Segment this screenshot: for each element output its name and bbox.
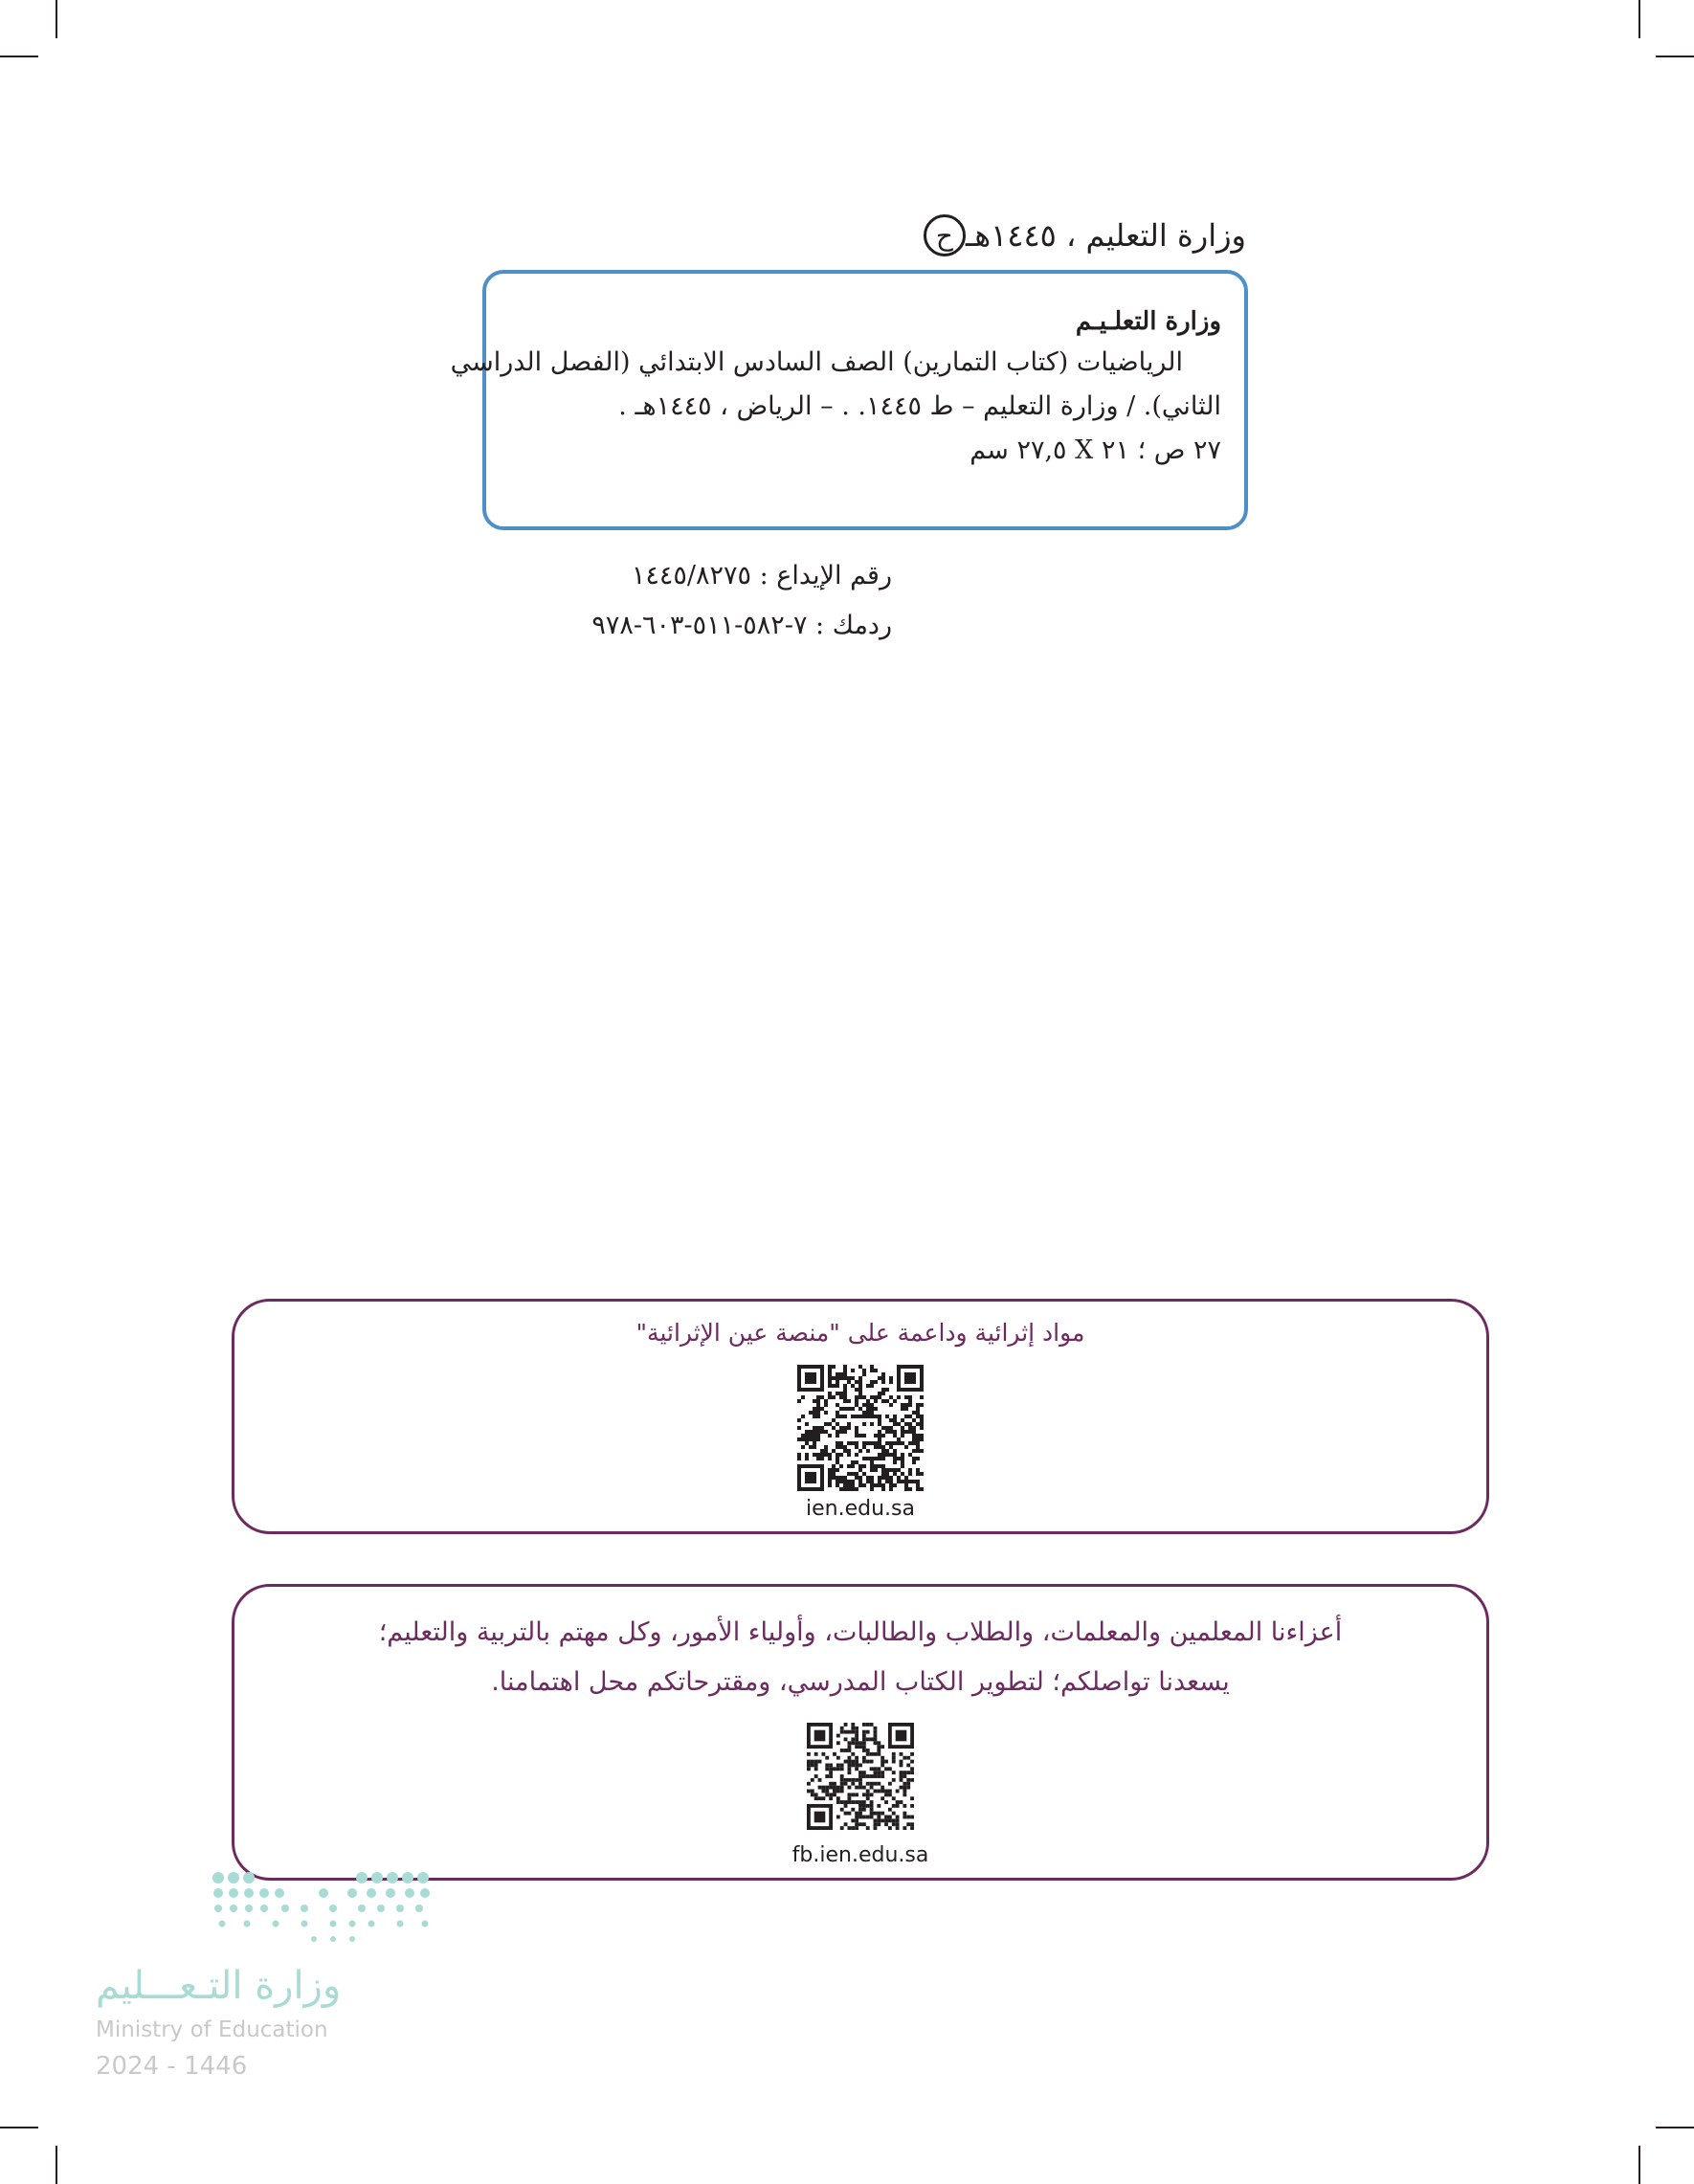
cataloging-box [450,270,1248,530]
cip-line: ٢٧ ص ؛ ٢١ X ٢٧,٥ سم [970,435,1221,465]
ministry-logo-arabic: وزارة التـعـــليم [96,1964,342,2008]
feedback-line: أعزاءنا المعلمين والمعلمات، والطلاب والطالبات، وأولياء الأمور، وكل مهتم بالتربية والتعليم؛ [378,1617,1343,1647]
ministry-logo-year: 2024 - 1446 [96,2052,248,2081]
crop-mark [0,2127,38,2128]
copyright-text: وزارة التعليم ، ١٤٤٥هـ [965,217,1246,254]
feedback-url[interactable]: fb.ien.edu.sa [791,1843,929,1867]
crop-mark [1656,56,1694,57]
cip-line: الثاني). / وزارة التعليم – ط ١٤٤٥. . – الرياض ، ١٤٤٥هـ . [618,391,1221,421]
isbn-number: ردمك : ٧-٥٨٢-٥١١-٦٠٣-٩٧٨ [591,611,892,640]
qr-code-icon[interactable] [797,1365,924,1491]
enrichment-box [232,1299,1489,1534]
ministry-logo-english: Ministry of Education [96,2017,328,2042]
crop-mark [56,0,57,38]
copyright-line [916,214,1246,256]
enrichment-url[interactable]: ien.edu.sa [806,1497,915,1521]
copyright-symbol: ح [924,214,966,256]
crop-mark [1638,0,1640,38]
ministry-dots-icon [209,1866,448,1952]
crop-mark [1656,2127,1694,2128]
deposit-number: رقم الإيداع : ١٤٤٥/٨٢٧٥ [631,561,892,591]
enrichment-title: مواد إثرائية وداعمة على "منصة عين الإثرائية" [635,1319,1085,1347]
cip-line: الرياضيات (كتاب التمارين) الصف السادس الابتدائي (الفصل الدراسي [450,347,1183,377]
crop-mark [1638,2146,1640,2184]
crop-mark [56,2146,57,2184]
qr-code-icon[interactable] [807,1723,914,1830]
cip-heading: وزارة التعلـيـم [1075,307,1221,336]
feedback-line: يسعدنا تواصلكم؛ لتطوير الكتاب المدرسي، ومقترحاتكم محل اهتمامنا. [491,1667,1230,1697]
feedback-box [232,1584,1489,1881]
crop-mark [0,56,38,57]
